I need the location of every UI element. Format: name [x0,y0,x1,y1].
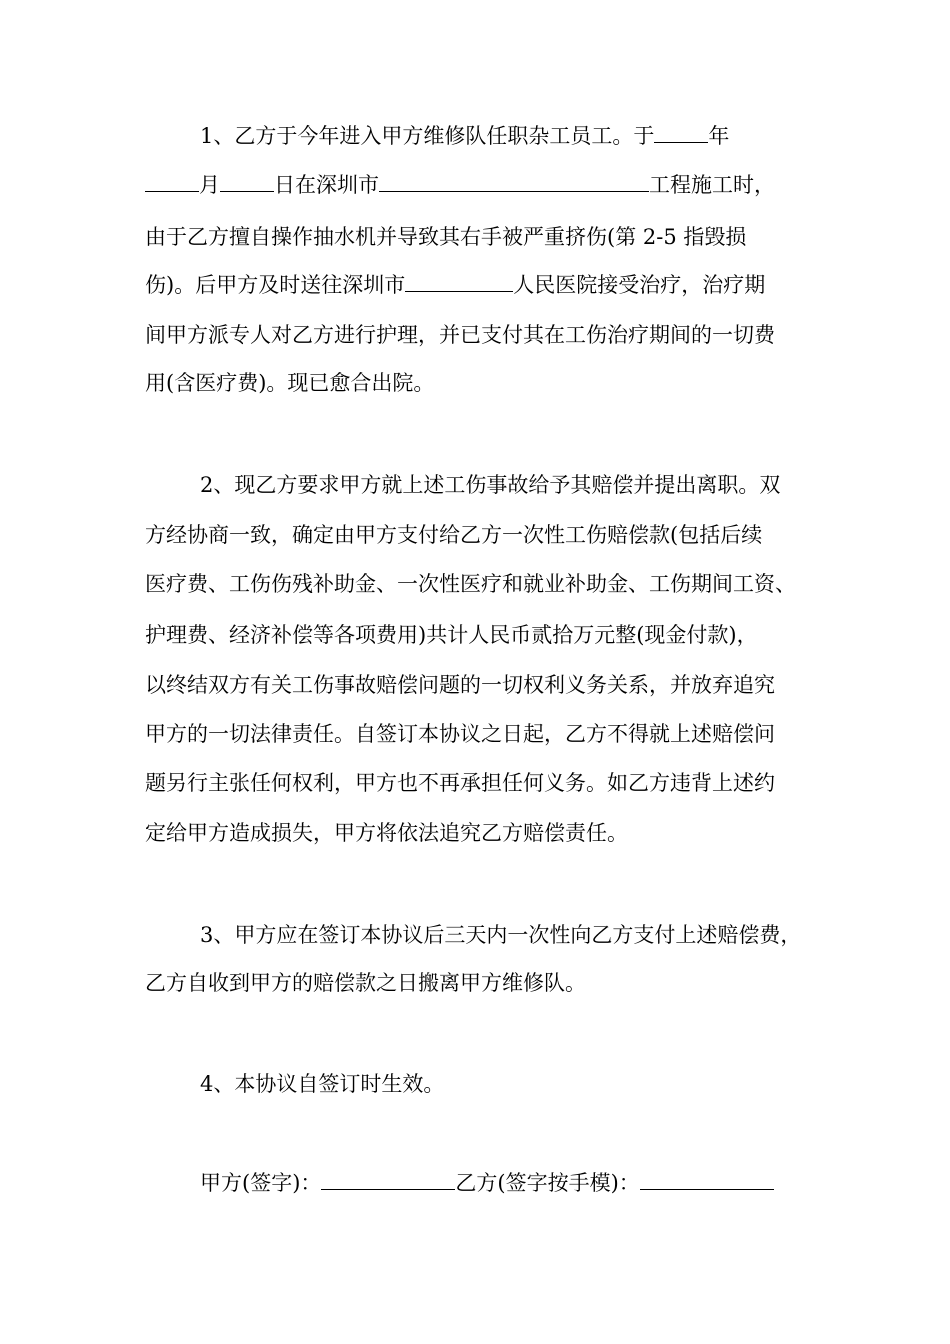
party-a-signature-label: 甲方(签字)： [200,1171,322,1195]
paragraph-1-line-4 [145,270,815,300]
fill-blank-month [145,171,199,192]
paragraph-2-line-4: 护理费、经济补偿等各项费用)共计人民币贰拾万元整(现金付款)， [145,623,758,647]
paragraph-1-line-5: 间甲方派专人对乙方进行护理，并已支付其在工伤治疗期间的一切费 [145,323,775,347]
signature-line [200,1168,820,1198]
paragraph-1-line-6: 用(含医疗费)。现已愈合出院。 [145,371,435,395]
paragraph-2-line-6: 甲方的一切法律责任。自签订本协议之日起，乙方不得就上述赔偿问 [145,722,775,746]
text: 伤)。后甲方及时送往深圳市 [145,273,406,297]
text: 工程施工时， [649,173,775,197]
paragraph-2-line-7: 题另行主张任何权利，甲方也不再承担任何义务。如乙方违背上述约 [145,771,775,795]
paragraph-1-line-1 [200,121,870,151]
text: 人民医院接受治疗，治疗期 [513,273,766,297]
party-a-signature-blank [321,1169,455,1190]
text: 年 [708,124,730,148]
paragraph-3-line-2: 乙方自收到甲方的赔偿款之日搬离甲方维修队。 [145,971,586,995]
paragraph-2-line-2: 方经协商一致，确定由甲方支付给乙方一次性工伤赔偿款(包括后续 [145,523,763,547]
fill-blank-hospital [405,271,513,292]
fill-blank-year [654,122,708,143]
paragraph-3-line-1: 3、甲方应在签订本协议后三天内一次性向乙方支付上述赔偿费， [200,923,802,947]
party-b-signature-label: 乙方(签字按手模)： [455,1171,640,1195]
text: 日在深圳市 [274,173,379,197]
paragraph-2-line-5: 以终结双方有关工伤事故赔偿问题的一切权利义务关系，并放弃追究 [145,673,775,697]
party-b-signature-blank [640,1169,774,1190]
paragraph-4-line-1: 4、本协议自签订时生效。 [200,1072,445,1096]
text: 月 [199,173,220,197]
fill-blank-project [379,171,649,192]
fill-blank-day [220,171,274,192]
paragraph-2-line-8: 定给甲方造成损失，甲方将依法追究乙方赔偿责任。 [145,821,628,845]
paragraph-1-line-2 [145,170,815,200]
paragraph-1-line-3: 由于乙方擅自操作抽水机并导致其右手被严重挤伤(第 2-5 指毁损 [145,225,747,249]
paragraph-2-line-1: 2、现乙方要求甲方就上述工伤事故给予其赔偿并提出离职。双 [200,473,781,497]
text: 1、乙方于今年进入甲方维修队任职杂工员工。于 [200,124,655,148]
paragraph-2-line-3: 医疗费、工伤伤残补助金、一次性医疗和就业补助金、工伤期间工资、 [145,572,796,596]
